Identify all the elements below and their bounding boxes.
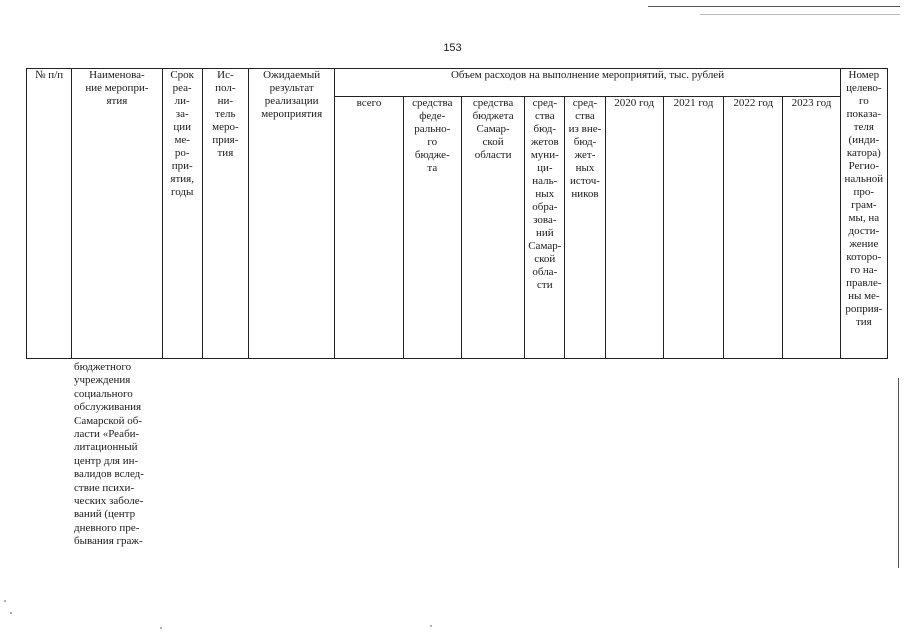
col-header-indicator: Номер целево- го показа- теля (инди- катора) Регио- нальной про- грам- мы, на дости- жение которо- го на- правле- ны ме- роприя- тия xyxy=(840,69,887,359)
header-row xyxy=(27,69,888,97)
col-header-federal: средства феде- рально- го бюдже- та xyxy=(403,97,461,359)
col-header-num: № п/п xyxy=(27,69,72,359)
col-header-regional: средства бюджета Самар- ской области xyxy=(461,97,524,359)
col-header-volume: Объем расходов на выполнение мероприятий, тыс. рублей xyxy=(335,69,840,97)
col-header-extra: сред- ства из вне- бюд- жет- ных источ- ников xyxy=(565,97,605,359)
scan-artifact-line xyxy=(648,6,900,7)
continuation-text: бюджетного учреждения социального обслуживания Самарской об- ласти «Реаби- литационный центр для ин- валидов вслед- ствие психи- ческих заболе- ваний (центр дневного пре- бывания граж- xyxy=(74,361,144,548)
expenses-table xyxy=(26,68,888,359)
col-header-2023: 2023 год xyxy=(783,97,840,359)
col-header-result: Ожидаемый результат реализации мероприятия xyxy=(248,69,334,359)
col-header-2021: 2021 год xyxy=(663,97,723,359)
scan-speck xyxy=(430,625,432,627)
col-header-term: Срок реа- ли- за- ции ме- ро- при- ятия, годы xyxy=(162,69,202,359)
scan-speck xyxy=(10,612,12,614)
scan-speck xyxy=(160,627,162,629)
col-header-2020: 2020 год xyxy=(605,97,663,359)
col-header-total: всего xyxy=(335,97,403,359)
col-header-executor: Ис- пол- ни- тель меро- прия- тия xyxy=(202,69,248,359)
col-header-name: Наименова- ние меропри- ятия xyxy=(72,69,162,359)
col-header-municipal: сред- ства бюд- жетов муни- ци- наль- ных обра- зова- ний Самар- ской обла- сти xyxy=(525,97,565,359)
col-header-2022: 2022 год xyxy=(724,97,783,359)
scan-artifact-line xyxy=(700,14,900,15)
scan-artifact-border xyxy=(898,378,899,568)
scan-speck xyxy=(4,600,6,602)
page-number: 153 xyxy=(443,42,462,54)
